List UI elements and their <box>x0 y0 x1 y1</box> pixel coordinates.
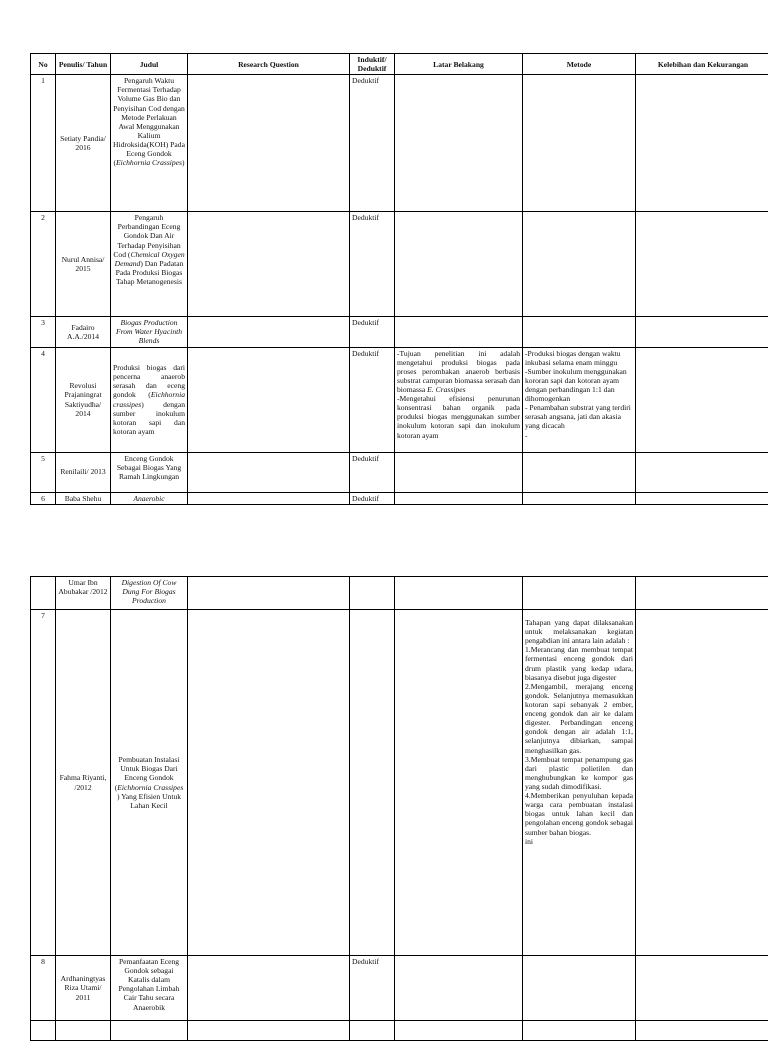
row-background <box>395 452 523 492</box>
row-number: 8 <box>31 956 56 1021</box>
header-method-type: Induktif/ Deduktif <box>350 54 395 75</box>
row-author: Setiaty Pandia/ 2016 <box>56 75 111 212</box>
row-research-question <box>188 317 350 347</box>
row-method-type: Deduktif <box>350 452 395 492</box>
row-number: 4 <box>31 347 56 452</box>
header-background: Latar Belakang <box>395 54 523 75</box>
header-method: Metode <box>523 54 636 75</box>
header-author: Penulis/ Tahun <box>56 54 111 75</box>
table-row <box>31 452 768 492</box>
table-header-row <box>31 54 768 75</box>
row-author: Ardhaningtyas Riza Utami/ 2011 <box>56 956 111 1021</box>
row-method: -Produksi biogas dengan waktu inkubasi selama enam minggu -Sumber inokulum menggunakan kororan sapi dan kotoran ayam dengan perbandingan 1:1 dan dihomogenkan - Penambahan substrat yang terdiri serasah angsana, jati dan akasia yang dicacah - <box>523 347 636 452</box>
row-author: Fadairo A.A./2014 <box>56 317 111 347</box>
row-title: Pembuatan Instalasi Untuk Biogas Dari Enceng Gondok (Eichhornia Crassipes ) Yang Efisien Untuk Lahan Kecil <box>111 610 188 956</box>
row-title: Pemanfaatan Eceng Gondok sebagai Katalis dalam Pengolahan Limbah Cair Tahu secara Anaerobik <box>111 956 188 1021</box>
row-author: Revolusi Prajaningrat Saktiyudha/ 2014 <box>56 347 111 452</box>
header-no: No <box>31 54 56 75</box>
table-row <box>31 492 768 504</box>
row-background <box>395 956 523 1021</box>
row-background <box>395 577 523 610</box>
row-title: Enceng Gondok Sebagai Biogas Yang Ramah Lingkungan <box>111 452 188 492</box>
row-method-type: Deduktif <box>350 317 395 347</box>
row-number: 3 <box>31 317 56 347</box>
row-background: -Tujuan penelitian ini adalah mengetahui produksi biogas pada proses perombakan anaerob berbasis substrat campuran biomassa serasah dan biomassa E. Crassipes -Mengetahui efisiensi penurunan konsentrasi bahan organik pada produksi biogas menggunakan sumber inokulum kotoran sapi dan inokulum kotoran ayam <box>395 347 523 452</box>
row-pros-cons <box>636 75 768 212</box>
row-research-question <box>188 956 350 1021</box>
table-row <box>31 956 768 1021</box>
table-row <box>31 347 768 452</box>
row-title: Pengaruh Waktu Fermentasi Terhadap Volume Gas Bio dan Penyisihan Cod dengan Metode Perlakuan Awal Menggunakan Kalium Hidroksida(KOH) Pada Eceng Gondok (Eichhornia Crassipes) <box>111 75 188 212</box>
row-author: Renilaili/ 2013 <box>56 452 111 492</box>
row-number <box>31 577 56 610</box>
row-background <box>395 212 523 317</box>
row-method <box>523 956 636 1021</box>
row-method <box>523 212 636 317</box>
row-background <box>395 317 523 347</box>
row-method <box>523 75 636 212</box>
row-title: Digestion Of Cow Dung For Biogas Production <box>111 577 188 610</box>
row-method-type: Deduktif <box>350 212 395 317</box>
row-title: Produksi biogas dari pencerna anaerob serasah dan eceng gondok (Eichhornia crassipes) dengan sumber inokulum kotoran sapi dan kotoran ayam <box>111 347 188 452</box>
row-title: Anaerobic <box>111 492 188 504</box>
row-number: 2 <box>31 212 56 317</box>
row-author: Nurul Annisa/ 2015 <box>56 212 111 317</box>
row-research-question <box>188 577 350 610</box>
row-method-type: Deduktif <box>350 75 395 212</box>
row-method <box>523 317 636 347</box>
row-author: Umar Ibn Abubakar /2012 <box>56 577 111 610</box>
row-pros-cons <box>636 452 768 492</box>
header-pros-cons: Kelebihan dan Kekurangan <box>636 54 768 75</box>
row-method <box>523 452 636 492</box>
row-author: Baba Shehu <box>56 492 111 504</box>
row-title: Pengaruh Perbandingan Eceng Gondok Dan Air Terhadap Penyisihan Cod (Chemical Oxygen Demand) Dan Padatan Pada Produksi Biogas Tahap Metanogenesis <box>111 212 188 317</box>
header-title: Judul <box>111 54 188 75</box>
row-number: 1 <box>31 75 56 212</box>
row-method-type <box>350 610 395 956</box>
row-research-question <box>188 75 350 212</box>
row-method <box>523 492 636 504</box>
row-background <box>395 610 523 956</box>
row-pros-cons <box>636 610 768 956</box>
row-method-type: Deduktif <box>350 347 395 452</box>
row-method-type: Deduktif <box>350 492 395 504</box>
row-method-type: Deduktif <box>350 956 395 1021</box>
row-method: Tahapan yang dapat dilaksanakan untuk melaksanakan kegiatan pengabdian ini antara lain adalah : 1.Merancang dan membuat tempat fermentasi enceng gondok dari drum plastik yang kedap udara, biasanya disebut juga digester 2.Mengambil, merajang enceng gondok. Selanjutnya memasukkan kotoran sapi sebanyak 2 ember, enceng gondok dan air ke dalam digester. Perbandingan enceng gondok dengan air adalah 1:1, selanjutnya dibiarkan, sampai menghasilkan gas. 3.Membuat tempat penampung gas dari plastic polietilen dan menghubungkan ke kompor gas yang sudah dimodifikasi. 4.Memberikan penyuluhan kepada warga cara pembuatan instalasi biogas untuk lahan kecil dan pengolahan enceng gondok sebagai sumber bahan biogas. ini <box>523 610 636 956</box>
row-research-question <box>188 212 350 317</box>
literature-review-table-page-2 <box>30 576 768 1041</box>
literature-review-table-page-1 <box>30 53 768 505</box>
row-number: 6 <box>31 492 56 504</box>
row-pros-cons <box>636 492 768 504</box>
row-research-question <box>188 610 350 956</box>
header-research-question: Research Question <box>188 54 350 75</box>
table-row <box>31 317 768 347</box>
row-title: Biogas Production From Water Hyacinth Blends <box>111 317 188 347</box>
table-row <box>31 610 768 956</box>
row-method <box>523 577 636 610</box>
row-number: 7 <box>31 610 56 956</box>
row-research-question <box>188 452 350 492</box>
table-row <box>31 577 768 610</box>
row-pros-cons <box>636 347 768 452</box>
row-pros-cons <box>636 317 768 347</box>
table-row <box>31 75 768 212</box>
row-background <box>395 492 523 504</box>
row-background <box>395 75 523 212</box>
row-author: Fahma Riyanti, /2012 <box>56 610 111 956</box>
row-pros-cons <box>636 212 768 317</box>
row-pros-cons <box>636 577 768 610</box>
row-pros-cons <box>636 956 768 1021</box>
table-row <box>31 212 768 317</box>
row-number: 5 <box>31 452 56 492</box>
row-research-question <box>188 347 350 452</box>
row-research-question <box>188 492 350 504</box>
row-method-type <box>350 577 395 610</box>
